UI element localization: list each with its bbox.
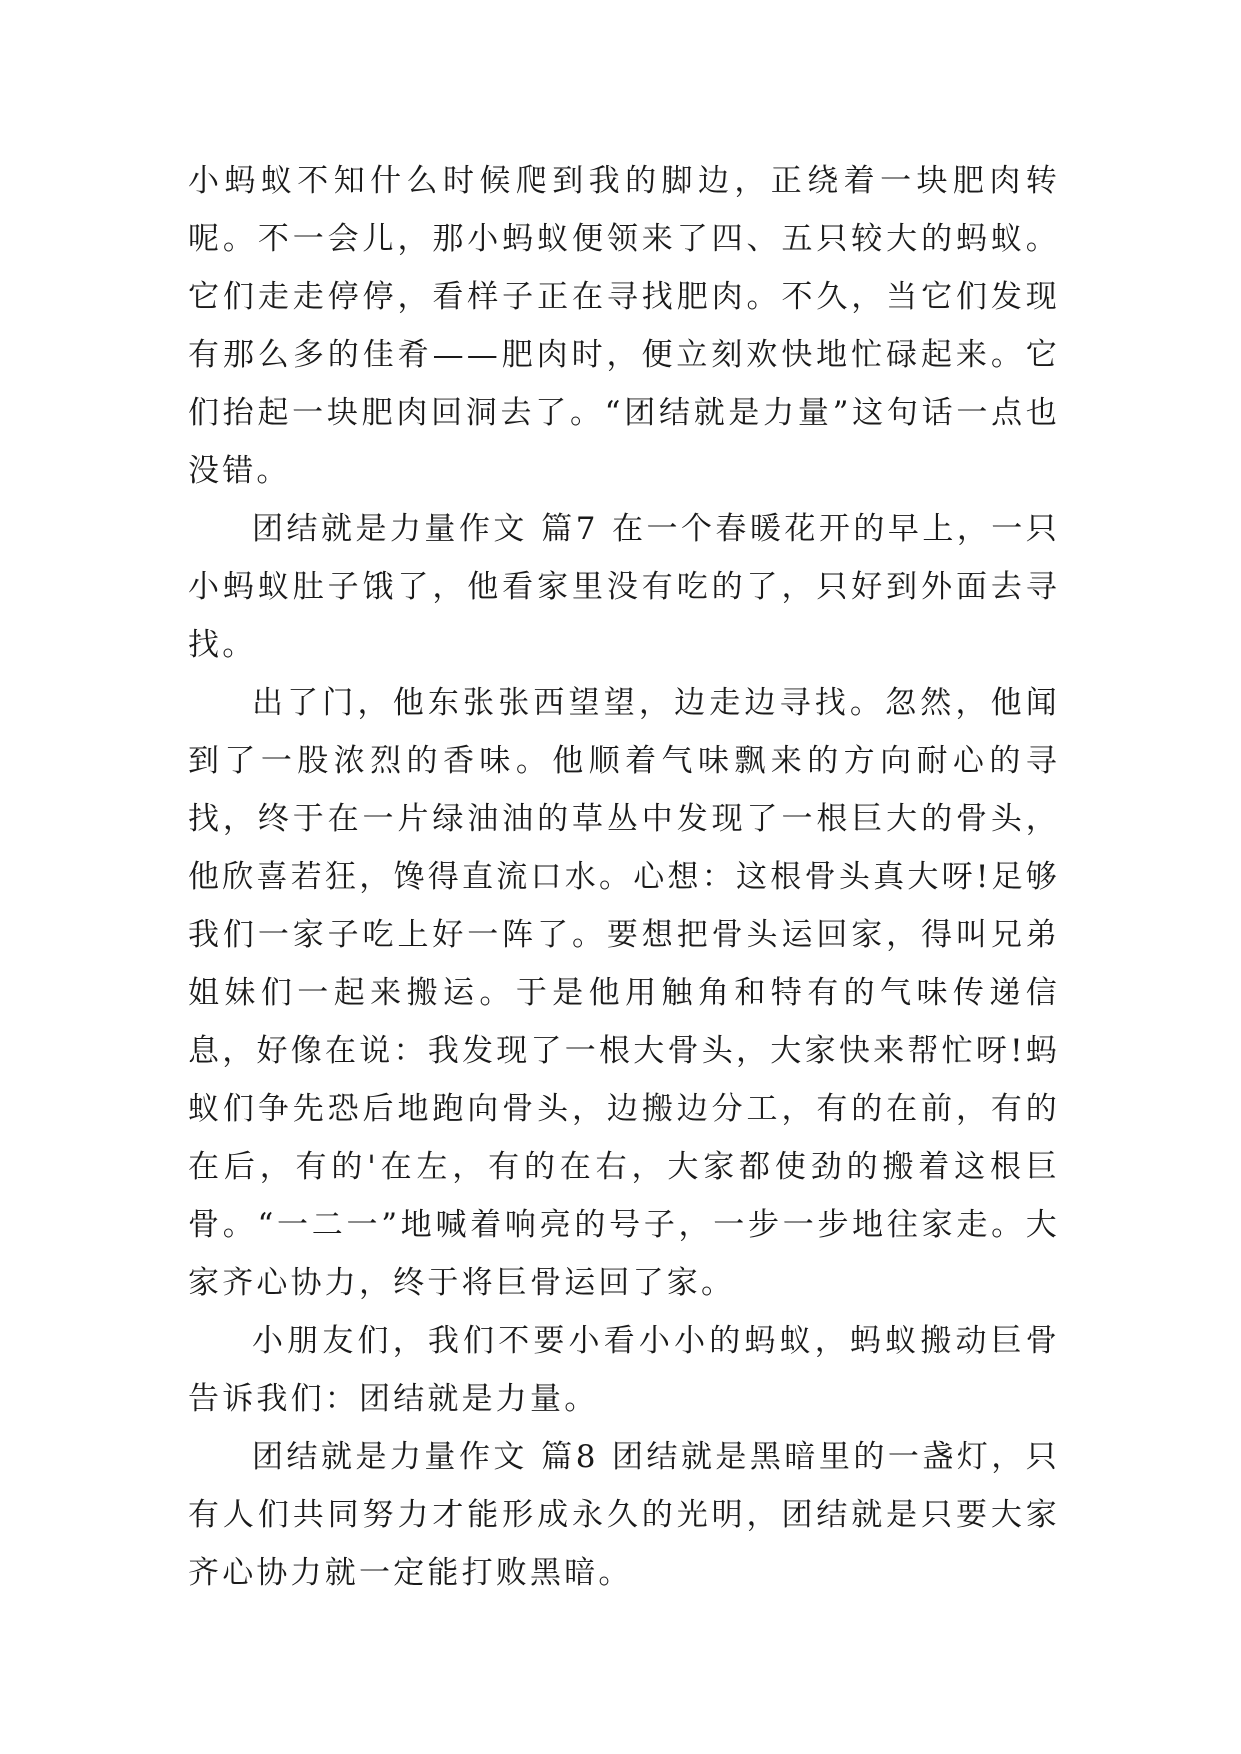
paragraph-continuation: 小蚂蚁不知什么时候爬到我的脚边，正绕着一块肥肉转呢。不一会儿，那小蚂蚁便领来了四、五只较大的蚂蚁。它们走走停停，看样子正在寻找肥肉。不久，当它们发现有那么多的佳肴——肥肉时，便立刻欢快地忙碌起来。它们抬起一块肥肉回洞去了。“团结就是力量”这句话一点也没错。: [188, 163, 1060, 489]
paragraph-story: 出了门，他东张张西望望，边走边寻找。忽然，他闻到了一股浓烈的香味。他顺着气味飘来的方向耐心的寻找，终于在一片绿油油的草丛中发现了一根巨大的骨头，他欣喜若狂，馋得直流口水。心想：这根骨头真大呀!足够我们一家子吃上好一阵了。要想把骨头运回家，得叫兄弟姐妹们一起来搬运。于是他用触角和特有的气味传递信息，好像在说：我发现了一根大骨头，大家快来帮忙呀!蚂蚁们争先恐后地跑向骨头，边搬边分工，有的在前，有的在后，有的'在左，有的在右，大家都使劲的搬着这根巨骨。“一二一”地喊着响亮的号子，一步一步地往家走。大家齐心协力，终于将巨骨运回了家。: [188, 685, 1060, 1301]
paragraph-essay-8-heading: 团结就是力量作文 篇8 团结就是黑暗里的一盏灯，只有人们共同努力才能形成永久的光明，团结就是只要大家齐心协力就一定能打败黑暗。: [188, 1439, 1060, 1591]
document-body: [188, 152, 1060, 1602]
paragraph-moral: 小朋友们，我们不要小看小小的蚂蚁，蚂蚁搬动巨骨告诉我们：团结就是力量。: [188, 1323, 1060, 1417]
paragraph-essay-7-heading: 团结就是力量作文 篇7 在一个春暖花开的早上，一只小蚂蚁肚子饿了，他看家里没有吃的了，只好到外面去寻找。: [188, 511, 1060, 663]
